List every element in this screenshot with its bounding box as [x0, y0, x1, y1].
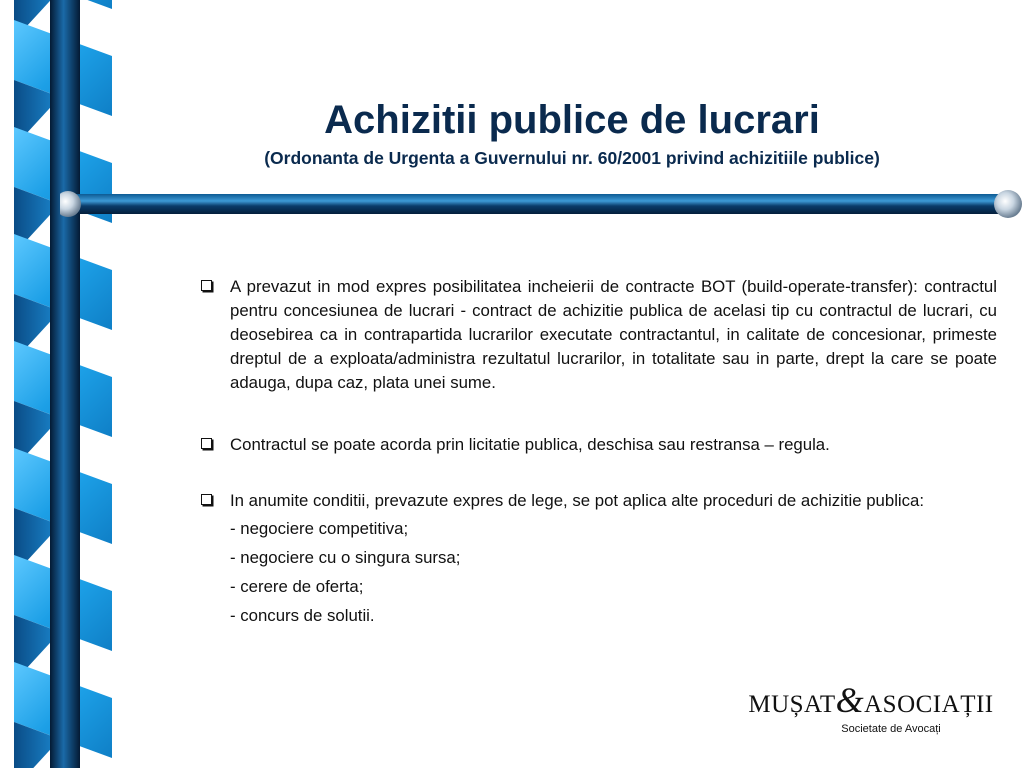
right-knob: [994, 190, 1022, 218]
checkbox-bullet-icon: [201, 280, 212, 291]
bullet-text: In anumite conditii, prevazute expres de lege, se pot aplica alte proceduri de achizitie publica:: [230, 491, 925, 510]
bullet-text: Contractul se poate acorda prin licitatie publica, deschisa sau restransa – regula.: [230, 435, 830, 454]
ribbon-decoration: [0, 0, 115, 768]
checkbox-bullet-icon: [201, 438, 212, 449]
bullet-text: A prevazut in mod expres posibilitatea incheierii de contracte BOT (build-operate-transfer): contractul pentru concesiunea de lucrari - contract de achizitie publica de acelasi tip cu contractul de lucrari, cu deosebirea ca in contrapartida lucrarilor executate contractantul, in calitate de concesionar, primeste dreptul de a exploata/administra rezultatul lucrarilor, in totalitate sau in parte, drept la care se poate adauga, dupa caz, plata unei sume.: [230, 277, 997, 392]
checkbox-bullet-icon: [201, 494, 212, 505]
procedure-list: [200, 517, 997, 628]
bullet-item: [200, 433, 997, 457]
logo-ampersand: &: [835, 680, 865, 720]
company-logo: [740, 682, 1002, 735]
logo-tagline: Societate de Avocați: [841, 723, 941, 735]
procedure-item: - negociere cu o singura sursa;: [230, 548, 461, 567]
procedure-item: - concurs de solutii.: [230, 606, 375, 625]
slide-title: Achizitii publice de lucrari: [324, 98, 820, 142]
procedure-item: - cerere de oferta;: [230, 577, 364, 596]
procedure-item: - negociere competitiva;: [230, 519, 409, 538]
title-divider-bar: [60, 188, 1024, 220]
bullet-item: [200, 275, 997, 395]
slide-content: [200, 275, 997, 628]
logo-left-text: MUȘAT: [748, 691, 836, 718]
slide-subtitle: (Ordonanta de Urgenta a Guvernului nr. 60/2001 privind achizitiile publice): [264, 148, 880, 168]
bullet-item: [200, 489, 997, 513]
logo-right-text: ASOCIAȚII: [864, 691, 994, 718]
